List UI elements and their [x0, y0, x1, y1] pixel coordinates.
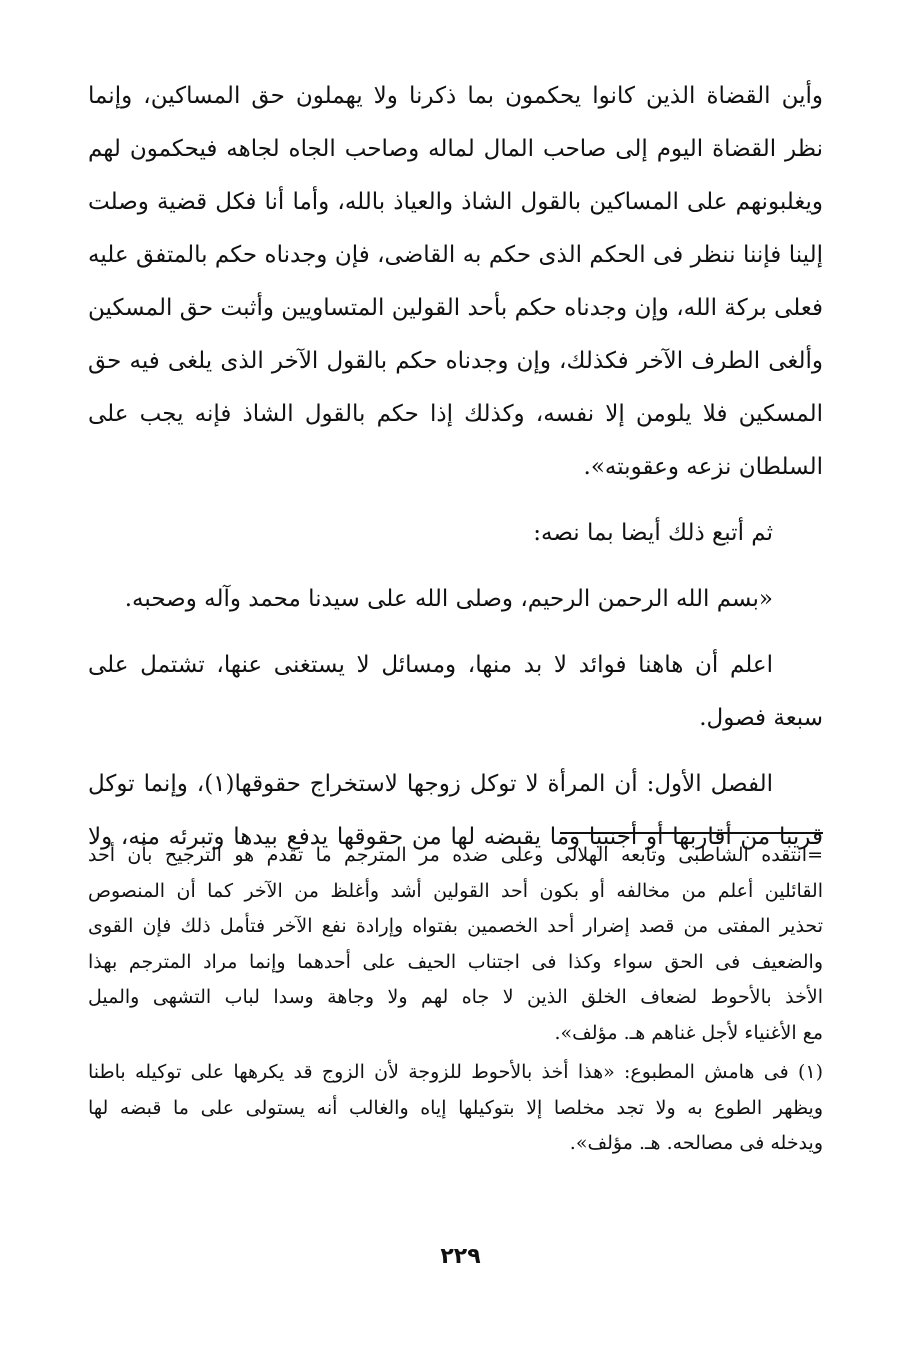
paragraph-1 [88, 70, 823, 494]
footnote-1 [88, 1055, 823, 1162]
footnote-line: ويدخله فى مصالحه. هـ. مؤلف». [569, 1132, 823, 1154]
text-line: السلطان نزعه وعقوبته». [583, 454, 823, 480]
page-number: ٢٢٩ [440, 1244, 481, 1269]
footnote-line: تحذير المفتى من قصد إضرار أحد الخصمين بفتواه وإرادة نفع الآخر فتأمل ذلك فإن القوى [88, 915, 823, 937]
text-line: نظر القضاة اليوم إلى صاحب المال لماله وصاحب الجاه لجاهه فيحكمون لهم [88, 136, 823, 162]
text-line: الفصل الأول: أن المرأة لا توكل زوجها لاستخراج حقوقها(١)، وإنما توكل [88, 771, 773, 797]
footnote-continued [88, 838, 823, 1051]
footnote-line: مع الأغنياء لأجل غناهم هـ. مؤلف». [554, 1021, 823, 1044]
text-line: «بسم الله الرحمن الرحيم، وصلى الله على سيدنا محمد وآله وصحبه. [124, 586, 773, 612]
main-text-block [88, 70, 823, 864]
text-line: قريبا من أقاربها أو أجنبيا وما يقبضه لها من حقوقها يدفع بيدها وتبرئه منه، ولا [88, 824, 823, 850]
text-line: ثم أتبع ذلك أيضا بما نصه: [533, 520, 773, 546]
text-line: اعلم أن هاهنا فوائد لا بد منها، ومسائل لا يستغنى عنها، تشتمل على [88, 652, 773, 678]
text-line: ويغلبونهم على المساكين بالقول الشاذ والعياذ بالله، وأما أنا فكل قضية وصلت [88, 189, 823, 215]
text-line: وأين القضاة الذين كانوا يحكمون بما ذكرنا ولا يهملون حق المساكين، وإنما [88, 83, 823, 109]
text-line: إلينا فإننا ننظر فى الحكم الذى حكم به القاضى، فإن وجدناه حكم بالمتفق عليه [88, 242, 823, 268]
text-line: فعلى بركة الله، وإن وجدناه حكم بأحد القولين المتساويين وأثبت حق المسكين [88, 295, 823, 321]
paragraph-3 [88, 573, 823, 626]
footnote-line: الأخذ بالأحوط لضعاف الخلق الذين لا جاه لهم ولا وجاهة وسدا لباب التشهى والميل [88, 986, 823, 1008]
text-line: سبعة فصول. [699, 705, 823, 731]
text-line: المسكين فلا يلومن إلا نفسه، وكذلك إذا حكم بالقول الشاذ فإنه يجب على [88, 401, 823, 427]
footnotes-block [88, 838, 823, 1162]
footnote-line: (١) فى هامش المطبوع: «هذا أخذ بالأحوط للزوجة لأن الزوج قد يكرهها على توكيله باطنا [88, 1061, 823, 1083]
footnote-line: ويظهر الطوع به ولا تجد مخلصا إلا بتوكيلها إياه والغالب أنه يستولى على ما قبضه لها [88, 1096, 823, 1119]
footnote-separator [560, 832, 823, 834]
footnote-line: القائلين أعلم من مخالفه أو بكون أحد القولين أشد وأغلظ من الآخر كما أن المنصوص [88, 879, 823, 902]
footnote-line: والضعيف فى الحق سواء وكذا فى اجتناب الحيف على أحدهما وإنما مراد المترجم بهذا [88, 950, 823, 973]
text-line: وألغى الطرف الآخر فكذلك، وإن وجدناه حكم بالقول الآخر الذى يلغى فيه حق [88, 348, 823, 374]
paragraph-2 [88, 507, 823, 560]
footnote-line: =انتقده الشاطبى وتابعه الهلالى وعلى ضده مر المترجم ما تقدم هو الترجيح بأن أحد [88, 844, 823, 866]
paragraph-4 [88, 639, 823, 745]
